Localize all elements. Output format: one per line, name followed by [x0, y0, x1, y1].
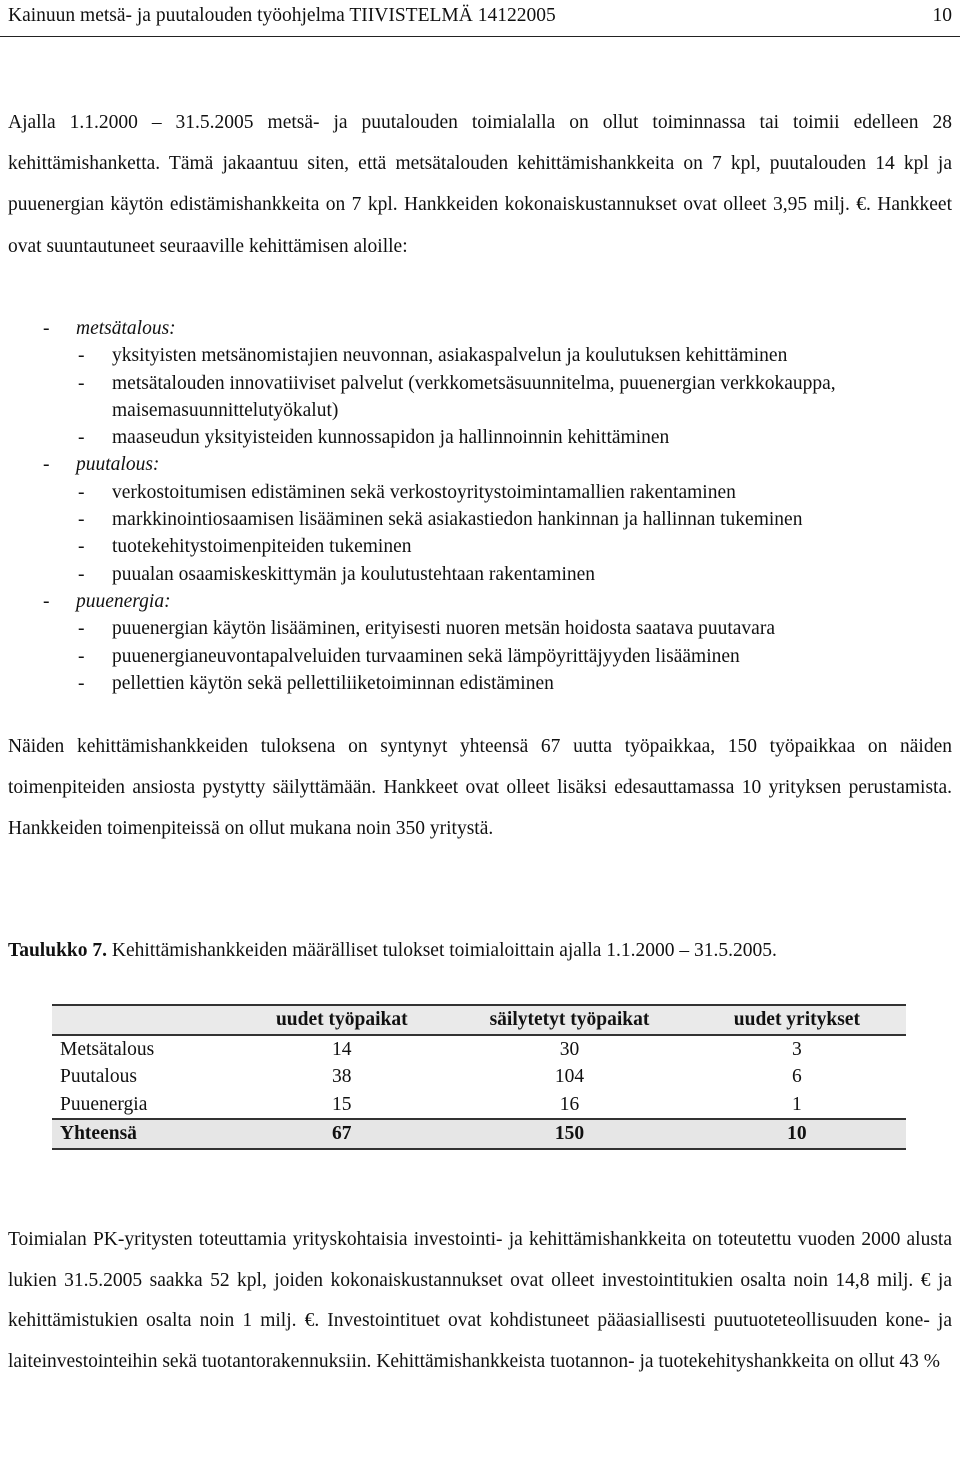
list-dash: - — [43, 318, 50, 339]
list-item — [8, 342, 952, 369]
header-cell: uudet yritykset — [688, 1005, 906, 1035]
table-total-row — [52, 1119, 906, 1149]
list-dash: - — [78, 563, 85, 585]
category-title: puuenergia: — [76, 590, 171, 612]
header-title: Kainuun metsä- ja puutalouden työohjelma TIIVISTELMÄ 14122005 — [8, 5, 556, 26]
investment-paragraph: Toimialan PK-yritysten toteuttamia yrityskohtaisia investointi- ja kehittämishankkeita on toteutettu vuoden 2000 alusta lukien 31.5.2005 saakka 52 kpl, joiden kokonaiskustannukset ovat olleet investointitukien osalta noin 14,8 milj. € ja kehittämistukien osalta noin 1 milj. €. Investointituet ovat kohdistuneet pääasiallisesti puutuoteteollisuuden kone- ja laiteinvestointeihin sekä tuotantorakennuksiin. Kehittämishankkeista tuotannon- ja tuotekehityshankkeita on ollut 43 % — [8, 1229, 952, 1372]
table-cell: 38 — [332, 1066, 352, 1088]
list-item — [8, 643, 952, 670]
table-caption — [8, 936, 777, 966]
list-item-text: metsätalouden innovatiiviset palvelut (verkkometsäsuunnitelma, puuenergian verkkokauppa, maisemasuunnittelutyökalut) — [112, 372, 836, 421]
table-cell: 10 — [688, 1119, 906, 1149]
results-paragraph: Näiden kehittämishankkeiden tuloksena on syntynyt yhteensä 67 uutta työpaikkaa, 150 työpaikkaa on näiden toimenpiteiden ansiosta pystytty säilyttämään. Hankkeet ovat olleet lisäksi edesauttamassa 10 yrityksen perustamista. Hankkeiden toimenpiteissä on ollut mukana noin 350 yritystä. — [8, 736, 952, 839]
table-cell: 30 — [559, 1038, 580, 1060]
list-dash: - — [78, 672, 85, 694]
list-dash: - — [78, 536, 85, 558]
row-label: Metsätalous — [60, 1038, 155, 1060]
list-item-text: pellettien käytön sekä pellettiliiketoiminnan edistäminen — [112, 672, 554, 694]
list-item — [8, 370, 952, 425]
list-item-text: puualan osaamiskeskittymän ja koulutustehtaan rakentaminen — [112, 563, 596, 585]
page-number: 10 — [932, 5, 952, 26]
list-category — [8, 451, 952, 478]
row-label: Puuenergia — [60, 1093, 148, 1115]
table-row — [52, 1063, 906, 1091]
list-dash: - — [78, 427, 85, 449]
header-cell: säilytetyt työpaikat — [451, 1005, 687, 1035]
list-item — [8, 506, 952, 533]
list-item-text: tuotekehitystoimenpiteiden tukeminen — [112, 536, 412, 558]
list-item-text: verkostoitumisen edistäminen sekä verkostoyritystoimintamallien rakentaminen — [112, 481, 736, 503]
list-category — [8, 315, 952, 342]
list-item — [8, 670, 952, 697]
table-cell: 104 — [554, 1066, 585, 1088]
table-cell: 16 — [559, 1093, 580, 1115]
table-cell: 67 — [232, 1119, 451, 1149]
list-dash: - — [78, 481, 85, 503]
list-item — [8, 533, 952, 560]
table-row — [52, 1091, 906, 1120]
table-row — [52, 1035, 906, 1064]
table-cell: 6 — [791, 1066, 802, 1088]
category-title: metsätalous: — [76, 318, 176, 339]
list-dash: - — [43, 454, 50, 476]
table-cell: 15 — [332, 1093, 352, 1115]
header-divider — [0, 36, 960, 37]
development-areas-list — [8, 315, 952, 697]
list-item — [8, 615, 952, 642]
list-dash: - — [43, 590, 50, 612]
row-label: Yhteensä — [52, 1119, 232, 1149]
list-item — [8, 561, 952, 588]
page-header — [8, 2, 952, 30]
list-category — [8, 588, 952, 615]
list-item — [8, 424, 952, 451]
list-item-text: markkinointiosaamisen lisääminen sekä asiakastiedon hankinnan ja hallinnan tukeminen — [112, 509, 803, 531]
caption-text: Kehittämishankkeiden määrälliset tulokset toimialoittain ajalla 1.1.2000 – 31.5.2005. — [111, 940, 777, 961]
results-table — [52, 1004, 906, 1150]
table-cell: 1 — [791, 1093, 802, 1115]
list-item — [8, 479, 952, 506]
intro-paragraph: Ajalla 1.1.2000 – 31.5.2005 metsä- ja puutalouden toimialalla on ollut toiminnassa tai toimii edelleen 28 kehittämishanketta. Tämä jakaantuu siten, että metsätalouden kehittämishankkeita on 7 kpl, puutalouden 14 kpl ja puuenergian käytön edistämishankkeita on 7 kpl. Hankkeiden kokonaiskustannukset ovat olleet 3,95 milj. €. Hankkeet ovat suuntautuneet seuraaville kehittämisen aloille: — [8, 112, 952, 257]
row-label: Puutalous — [60, 1066, 137, 1088]
list-item-text: puuenergianeuvontapalveluiden turvaaminen sekä lämpöyrittäjyyden lisääminen — [112, 645, 740, 667]
category-title: puutalous: — [76, 454, 160, 476]
list-dash: - — [78, 645, 85, 667]
table-header-row — [52, 1005, 906, 1035]
list-dash: - — [78, 345, 85, 367]
table-cell: 150 — [451, 1119, 687, 1149]
list-item-text: puuenergian käytön lisääminen, erityisesti nuoren metsän hoidosta saatava puutavara — [112, 618, 775, 640]
list-item-text: yksityisten metsänomistajien neuvonnan, asiakaspalvelun ja koulutuksen kehittäminen — [112, 345, 788, 367]
list-dash: - — [78, 618, 85, 640]
table-cell: 14 — [332, 1038, 352, 1060]
header-cell: uudet työpaikat — [232, 1005, 451, 1035]
list-item-text: maaseudun yksityisteiden kunnossapidon ja hallinnoinnin kehittäminen — [112, 427, 670, 449]
header-cell — [52, 1005, 232, 1035]
list-dash: - — [78, 372, 85, 394]
caption-label: Taulukko 7. — [8, 940, 108, 961]
table-cell: 3 — [791, 1038, 802, 1060]
list-dash: - — [78, 509, 85, 531]
